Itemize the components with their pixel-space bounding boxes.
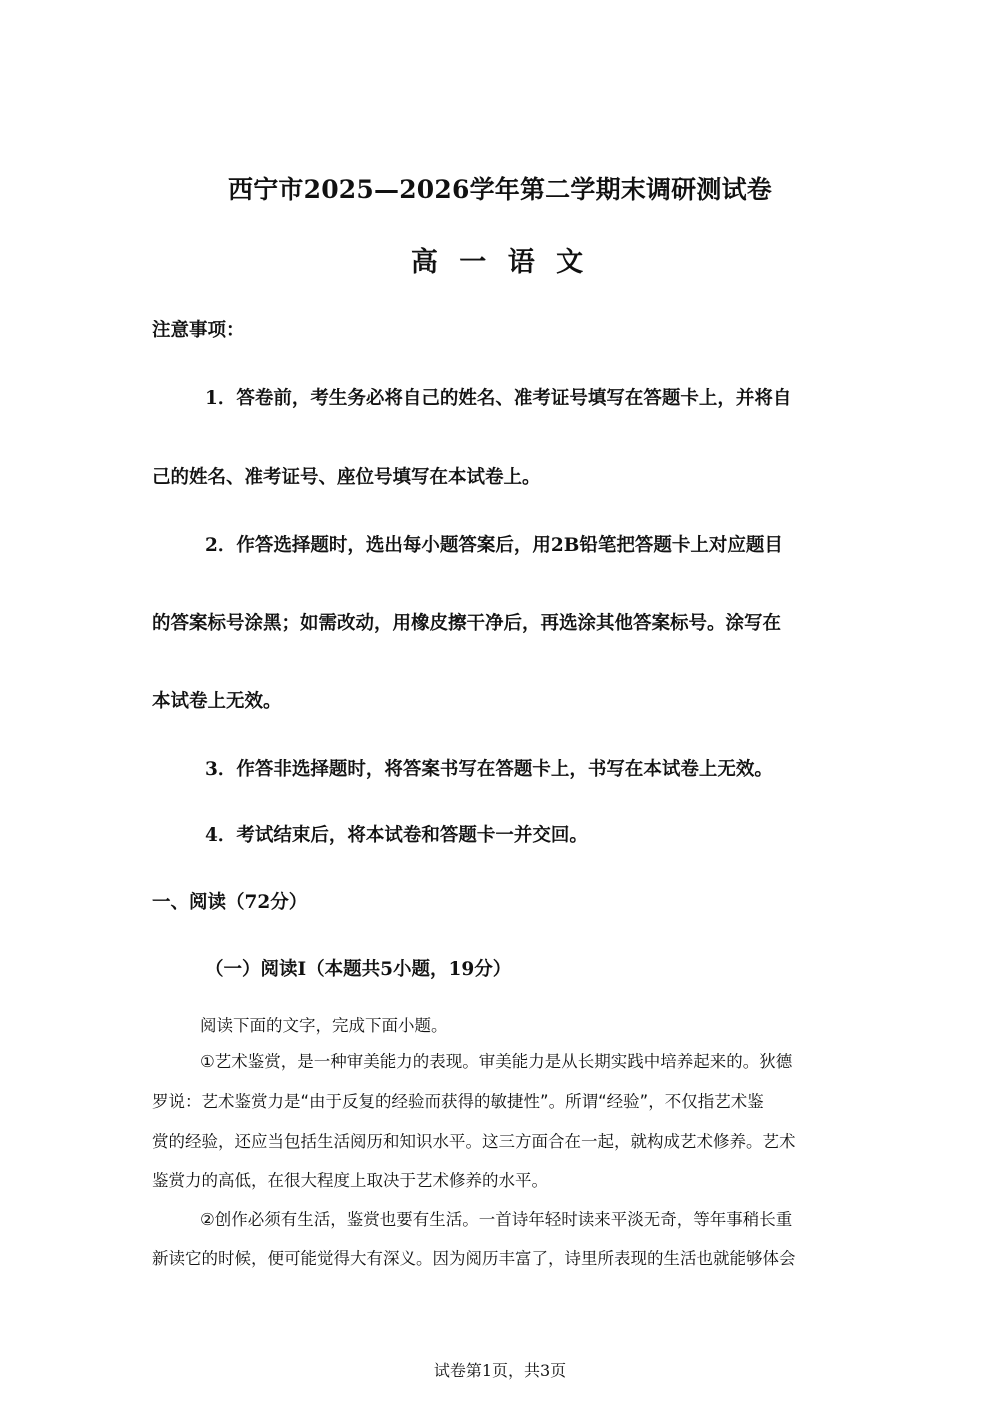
passage-line-3: 赏的经验，还应当包括生活阅历和知识水平。这三方面合在一起，就构成艺术修养。艺术 <box>152 1132 796 1151</box>
subsection-heading: （一）阅读I（本题共5小题，19分） <box>205 959 512 980</box>
page-footer: 试卷第1页，共3页 <box>433 1361 567 1380</box>
passage-line-6: 新读它的时候，便可能觉得大有深义。因为阅历丰富了，诗里所表现的生活也就能够体会 <box>152 1249 796 1268</box>
section-heading: 一、阅读（72分） <box>152 892 308 913</box>
passage-line-1: ①艺术鉴赏，是一种审美能力的表现。审美能力是从长期实践中培养起来的。狄德 <box>200 1052 793 1071</box>
passage-line-5: ②创作必须有生活，鉴赏也要有生活。一首诗年轻时读来平淡无奇，等年事稍长重 <box>200 1210 793 1229</box>
notice-line-5: 本试卷上无效。 <box>152 691 282 712</box>
passage-line-2: 罗说：艺术鉴赏力是“由于反复的经验而获得的敏捷性”。所谓“经验”，不仅指艺术鉴 <box>152 1092 764 1111</box>
passage-line-4: 鉴赏力的高低，在很大程度上取决于艺术修养的水平。 <box>152 1171 548 1190</box>
notice-line-1: 1．答卷前，考生务必将自己的姓名、准考证号填写在答题卡上，并将自 <box>205 388 792 409</box>
notice-line-6: 3．作答非选择题时，将答案书写在答题卡上，书写在本试卷上无效。 <box>205 759 773 780</box>
notice-line-7: 4．考试结束后，将本试卷和答题卡一并交回。 <box>205 825 588 846</box>
reading-instruction: 阅读下面的文字，完成下面小题。 <box>200 1016 448 1035</box>
notice-line-2: 己的姓名、准考证号、座位号填写在本试卷上。 <box>152 467 541 488</box>
notice-heading: 注意事项： <box>152 320 245 341</box>
subject-title: 高 一 语 文 <box>410 247 590 278</box>
notice-line-3: 2．作答选择题时，选出每小题答案后，用2B铅笔把答题卡上对应题目 <box>205 535 783 556</box>
exam-title: 西宁市2025—2026学年第二学期末调研测试卷 <box>228 175 772 204</box>
notice-line-4: 的答案标号涂黑；如需改动，用橡皮擦干净后，再选涂其他答案标号。涂写在 <box>152 613 782 634</box>
